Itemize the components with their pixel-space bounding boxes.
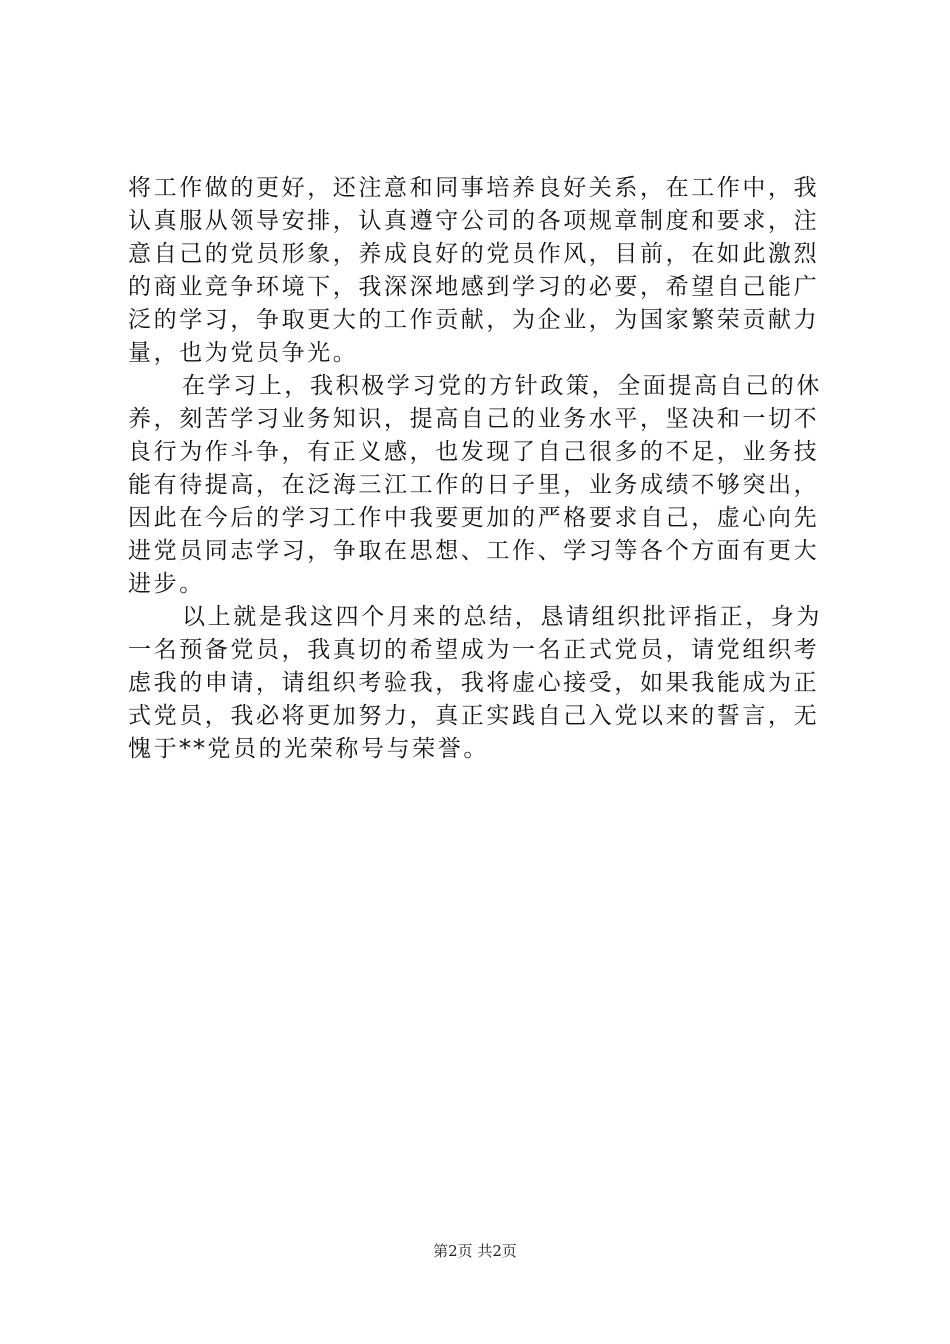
paragraph-3-line-1: 以上就是我这四个月来的总结，恳请组织批评指正，身为 — [182, 604, 822, 630]
paragraph-3-line-3: 虑我的申请，请组织考验我，我将虚心接受，如果我能成为正 — [128, 670, 820, 696]
page-number-footer: 第2页 共2页 — [433, 1242, 517, 1260]
paragraph-2-line-1: 在学习上，我积极学习党的方针政策，全面提高自己的休 — [182, 373, 822, 399]
paragraph-2-line-4: 能有待提高，在泛海三江工作的日子里，业务成绩不够突出， — [128, 472, 820, 498]
paragraph-2-line-5: 因此在今后的学习工作中我要更加的严格要求自己，虚心向先 — [128, 505, 820, 531]
paragraph-3-line-5: 愧于**党员的光荣称号与荣誉。 — [128, 736, 489, 762]
paragraph-2-line-2: 养，刻苦学习业务知识，提高自己的业务水平，坚决和一切不 — [128, 406, 820, 432]
paragraph-1-line-4: 的商业竞争环境下，我深深地感到学习的必要，希望自己能广 — [128, 274, 820, 300]
document-body — [128, 172, 828, 766]
paragraph-2-line-6: 进党员同志学习，争取在思想、工作、学习等各个方面有更大 — [128, 538, 820, 564]
paragraph-1-line-5: 泛的学习，争取更大的工作贡献，为企业，为国家繁荣贡献力 — [128, 307, 820, 333]
paragraph-3-line-4: 式党员，我必将更加努力，真正实践自己入党以来的誓言，无 — [128, 703, 820, 729]
paragraph-1-line-1: 将工作做的更好，还注意和同事培养良好关系，在工作中，我 — [128, 175, 820, 201]
paragraph-2-line-3: 良行为作斗争，有正义感，也发现了自己很多的不足，业务技 — [128, 439, 820, 465]
paragraph-1-line-2: 认真服从领导安排，认真遵守公司的各项规章制度和要求，注 — [128, 208, 820, 234]
paragraph-1-line-3: 意自己的党员形象，养成良好的党员作风，目前，在如此激烈 — [128, 241, 820, 267]
paragraph-2-line-7: 进步。 — [128, 571, 205, 597]
paragraph-3-line-2: 一名预备党员，我真切的希望成为一名正式党员，请党组织考 — [128, 637, 820, 663]
paragraph-1-line-6: 量，也为党员争光。 — [128, 340, 359, 366]
